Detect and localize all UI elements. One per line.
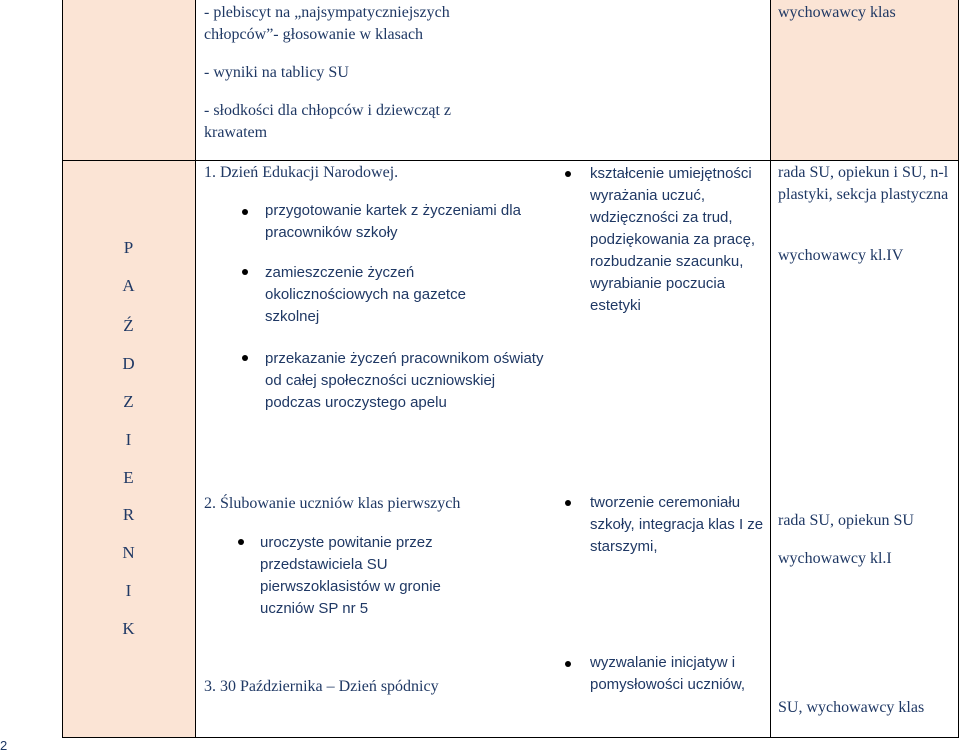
table-row-divider [62, 160, 959, 161]
bullet-icon [565, 171, 571, 177]
month-letter: Ź [123, 316, 134, 335]
month-letter: I [125, 581, 132, 600]
month-letter: R [122, 505, 135, 524]
activity-item: uroczyste powitanie przez przedstawiciela SU pierwszoklasistów w gronie uczniów SP nr 5 [260, 534, 441, 617]
table-border-bottom [62, 737, 959, 738]
goal-text: wyzwalanie inicjatyw i pomysłowości uczniów, [590, 654, 746, 693]
responsible-text: wychowawcy kl.I [778, 550, 892, 567]
month-letter: E [123, 468, 134, 487]
page-number: 2 [0, 738, 8, 753]
month-letter: D [122, 354, 135, 373]
activity-item: przekazanie życzeń pracownikom oświaty od całej społeczności uczniowskiej podczas uroczystego apelu [265, 350, 544, 411]
responsible-text: wychowawcy kl.IV [778, 247, 904, 264]
section-title: 3. 30 Października – Dzień spódnicy [204, 678, 439, 695]
section-title: 2. Ślubowanie uczniów klas pierwszych [204, 495, 461, 512]
month-cell-top [62, 0, 195, 160]
table-divider [770, 0, 771, 738]
month-letter: A [122, 276, 135, 295]
table-border-right [958, 0, 959, 738]
month-letter: K [122, 619, 135, 638]
table-divider [195, 0, 196, 738]
responsible-text: rada SU, opiekun i SU, n-l plastyki, sekcja plastyczna [778, 164, 949, 203]
month-letter: N [122, 543, 135, 562]
bullet-icon [238, 539, 244, 545]
goal-text: kształcenie umiejętności wyrażania uczuć, wdzięczności za trud, podziękowania za pracę, rozbudzanie szacunku, wyrabianie poczucia estetyki [590, 165, 756, 314]
goal-text: tworzenie ceremoniału szkoły, integracja klas I ze starszymi, [590, 494, 764, 555]
bullet-icon [242, 209, 248, 215]
top-responsible: wychowawcy klas [778, 4, 896, 21]
activity-item: zamieszczenie życzeń okolicznościowych na gazetce szkolnej [265, 264, 466, 325]
top-item: - plebiscyt na „najsympatyczniejszych chłopców”- głosowanie w klasach [204, 4, 450, 43]
bullet-icon [565, 500, 571, 506]
month-letter: I [125, 430, 132, 449]
month-letter: P [123, 238, 134, 257]
bullet-icon [242, 355, 248, 361]
responsible-text: rada SU, opiekun SU [778, 512, 914, 529]
responsible-cell-top [770, 0, 959, 160]
section-title: 1. Dzień Edukacji Narodowej. [204, 164, 399, 181]
top-item: - słodkości dla chłopców i dziewcząt z krawatem [204, 102, 452, 141]
bullet-icon [565, 661, 571, 667]
bullet-icon [242, 269, 248, 275]
top-item: - wyniki na tablicy SU [204, 64, 349, 81]
activity-item: przygotowanie kartek z życzeniami dla pracowników szkoły [265, 202, 521, 241]
responsible-text: SU, wychowawcy klas [778, 699, 925, 716]
month-letter: Z [123, 392, 134, 411]
